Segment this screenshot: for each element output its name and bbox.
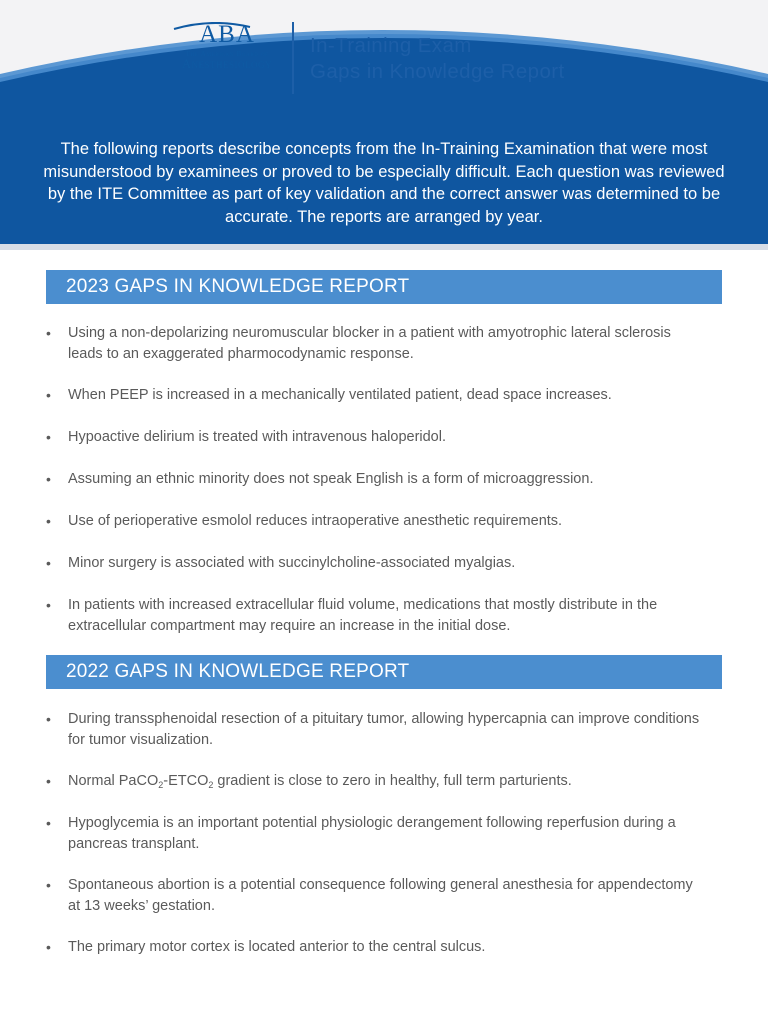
page-title-line1: In-Training Exam — [310, 34, 472, 57]
list-item: • Normal $PaCO_2-ETCO_2$ gradient is close to zero in healthy, full term parturients. — [46, 773, 572, 790]
list-item: • Hypoglycemia is an important potential physiologic derangement following reperfusion during a pancreas transplant. — [46, 815, 676, 852]
logo-swoosh-icon — [172, 22, 252, 32]
logo-line2: Anesthesiology — [181, 57, 273, 71]
section-heading-2023: 2023 GAPS IN KNOWLEDGE REPORT — [46, 270, 722, 304]
bullet-icon: • — [46, 429, 51, 445]
logo-mark: ABA — [199, 21, 255, 48]
header-divider — [292, 22, 294, 94]
aba-logo — [172, 22, 282, 92]
list-item: • Minor surgery is associated with succinylcholine-associated myalgias. — [44, 553, 704, 574]
list-item: • Using a non-depolarizing neuromuscular blocker in a patient with amyotrophic lateral sclerosis leads to an exaggerated pharmocodynamic response. — [46, 325, 671, 362]
bullet-icon: • — [46, 815, 51, 831]
bullet-icon: • — [46, 877, 51, 893]
list-2022 — [44, 709, 704, 958]
bullet-icon: • — [46, 471, 51, 487]
bullet-icon: • — [46, 939, 51, 955]
page-title — [310, 33, 565, 85]
intro-paragraph: The following reports describe concepts from the In-Training Examination that were most misunderstood by examinees or proved to be especially difficult. Each question was reviewed by the ITE Committee as part of key validation and the correct answer was determined to be accurate. The reports are arranged by year. — [43, 140, 725, 226]
list-2023 — [44, 323, 704, 637]
list-item: • When PEEP is increased in a mechanically ventilated patient, dead space increases. — [44, 385, 704, 406]
bullet-icon: • — [46, 711, 51, 727]
list-item: • During transsphenoidal resection of a pituitary tumor, allowing hypercapnia can improve conditions for tumor visualization. — [46, 711, 700, 748]
header-banner — [0, 0, 768, 250]
bullet-icon: • — [46, 513, 51, 529]
bullet-icon: • — [46, 325, 51, 341]
list-item: • The primary motor cortex is located anterior to the central sulcus. — [44, 937, 704, 958]
logo-line1: The American Board of — [185, 49, 269, 58]
list-item: • Use of perioperative esmolol reduces intraoperative anesthetic requirements. — [44, 511, 704, 532]
list-item: • Assuming an ethnic minority does not speak English is a form of microaggression. — [44, 469, 704, 490]
bullet-icon: • — [46, 387, 51, 403]
bullet-icon: • — [46, 597, 51, 613]
list-item: • In patients with increased extracellular fluid volume, medications that mostly distribute in the extracellular compartment may require an increase in the initial dose. — [46, 597, 658, 634]
bullet-icon: • — [46, 555, 51, 571]
list-item: • Spontaneous abortion is a potential consequence following general anesthesia for appendectomy at 13 weeks’ gestation. — [46, 877, 693, 914]
page-title-line2: Gaps in Knowledge Report — [310, 60, 565, 83]
bullet-icon: • — [46, 773, 51, 789]
list-item: • Hypoactive delirium is treated with intravenous haloperidol. — [44, 427, 704, 448]
section-heading-2022: 2022 GAPS IN KNOWLEDGE REPORT — [46, 655, 722, 689]
